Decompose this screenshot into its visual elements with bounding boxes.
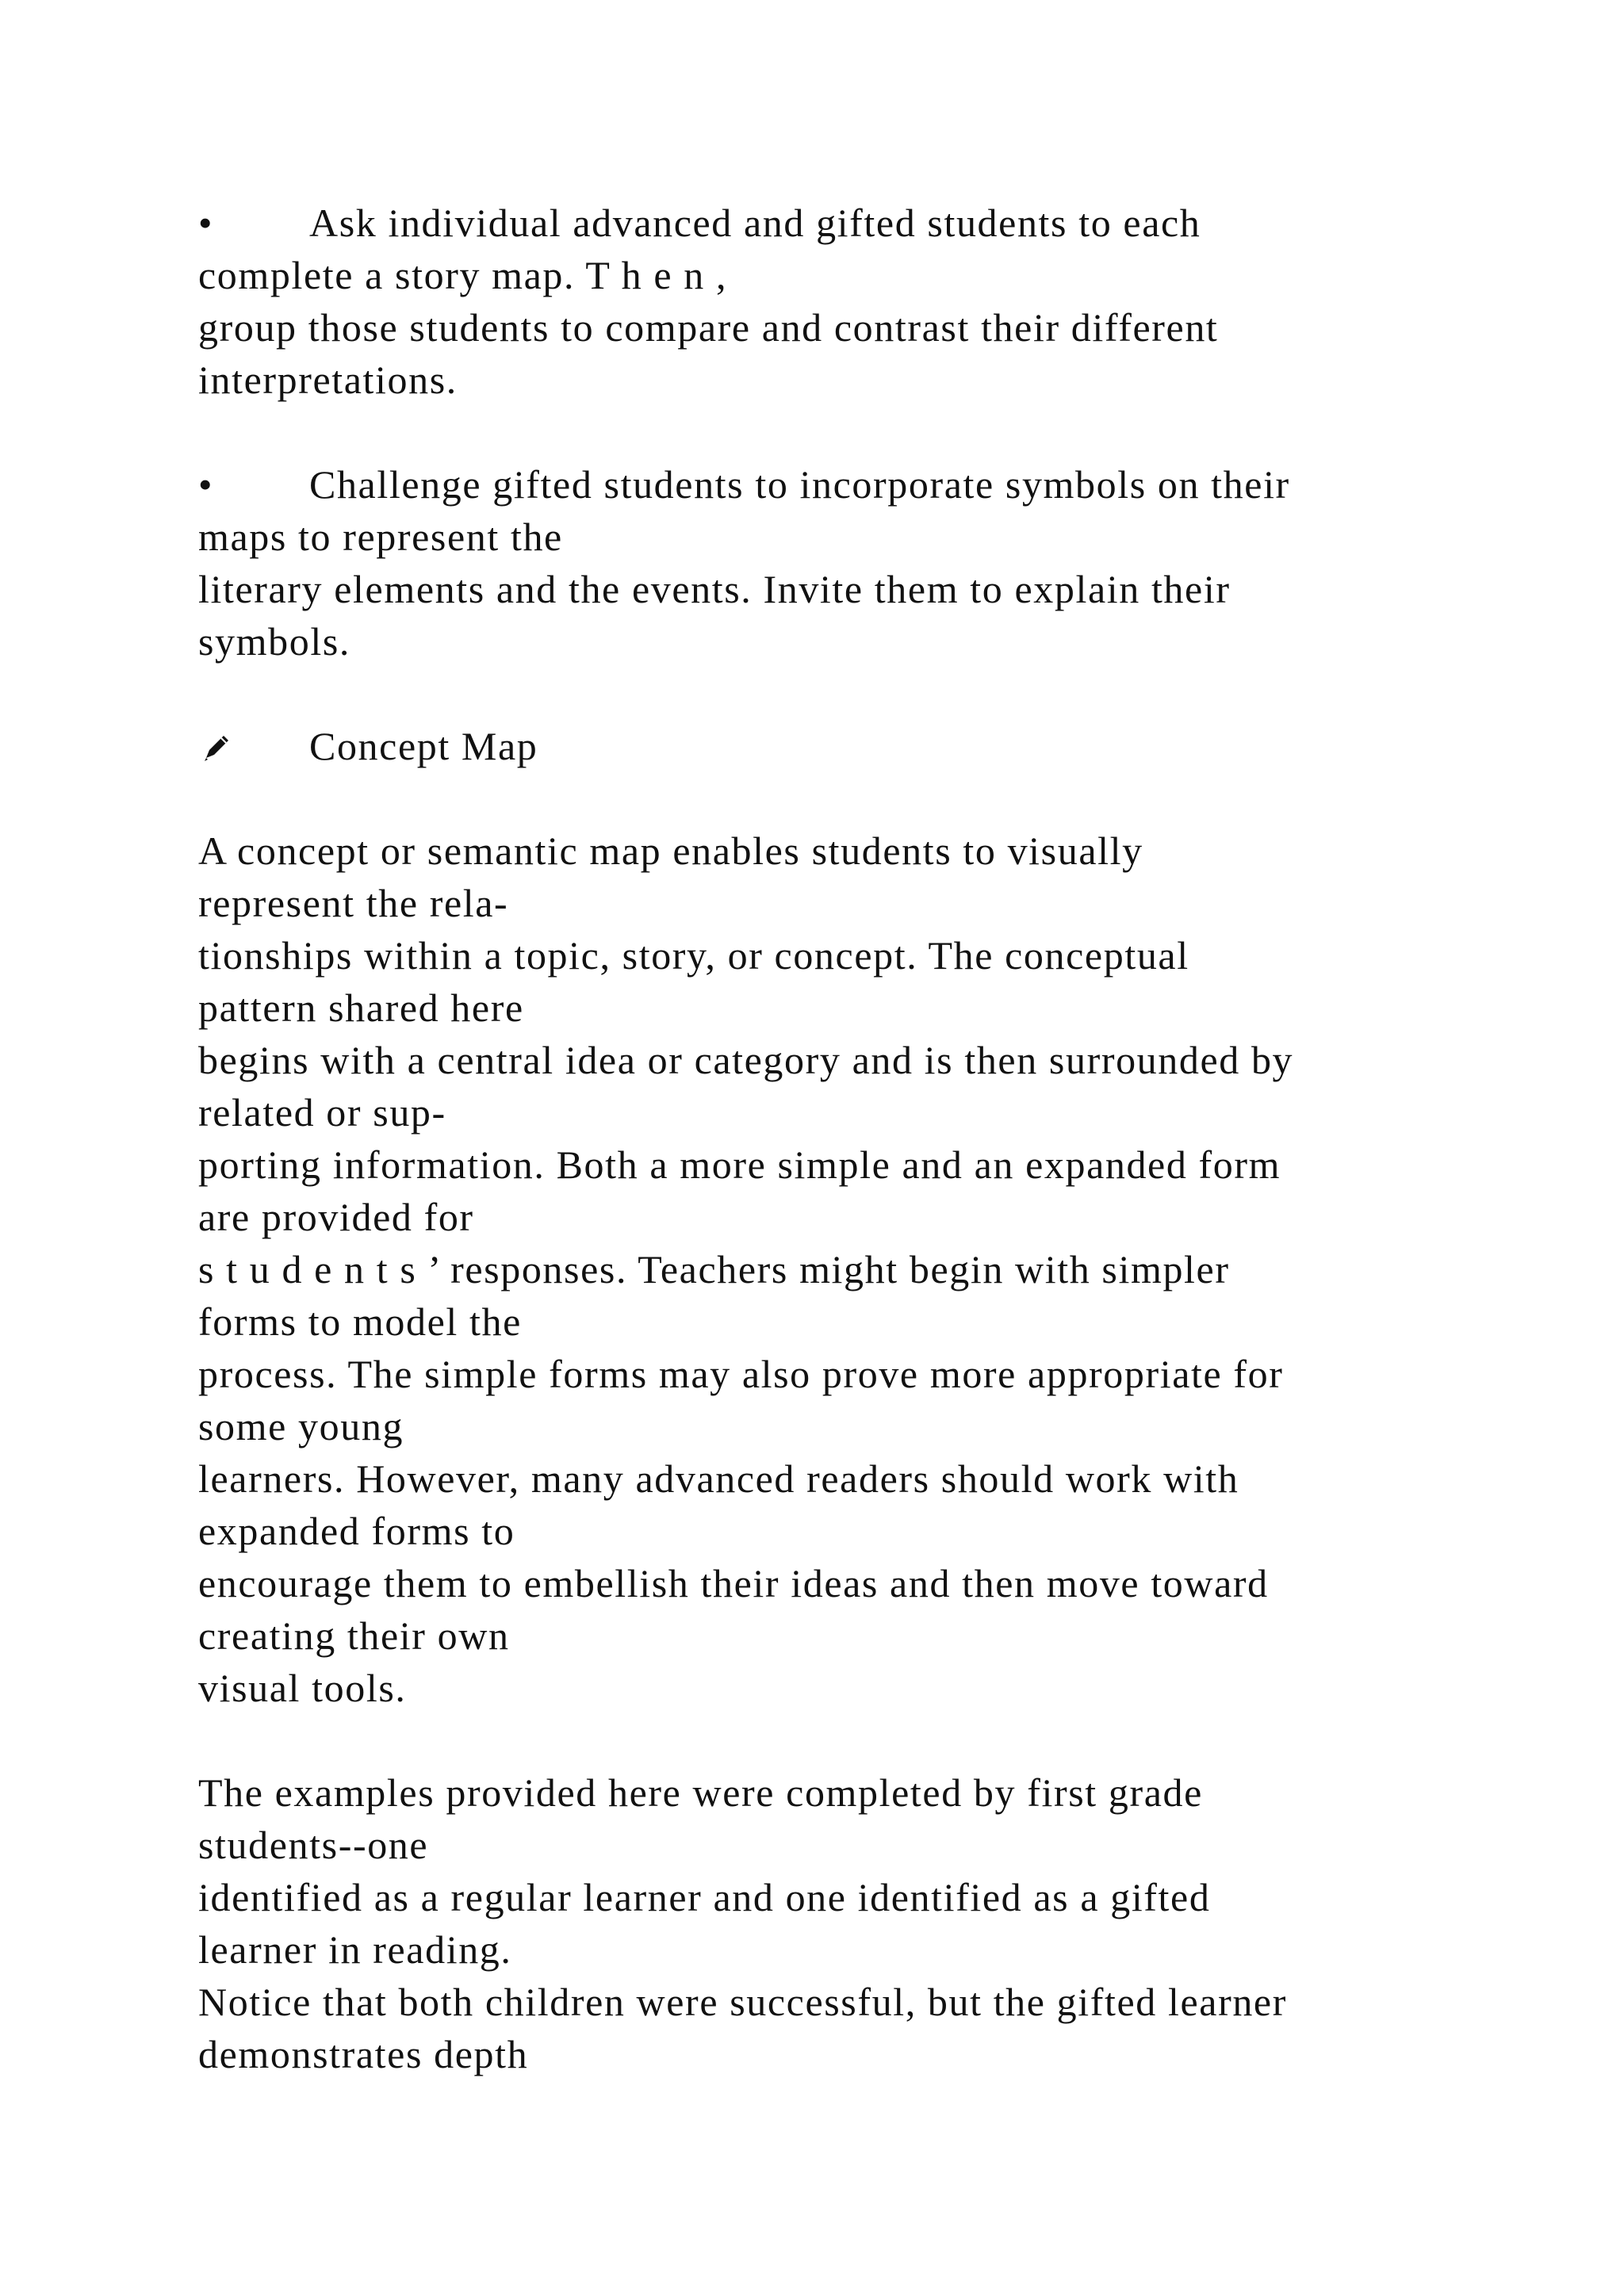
text-line: group those students to compare and contrast their different — [198, 305, 1219, 350]
bullet-text: Challenge gifted students to incorporate symbols on their — [309, 462, 1290, 507]
text-line: begins with a central idea or category and is then surrounded by — [198, 1038, 1294, 1082]
text-line: pattern shared here — [198, 985, 524, 1030]
text-line: represent the rela- — [198, 881, 509, 925]
bullet-symbol: • — [198, 462, 214, 507]
heading-text: Concept Map — [309, 724, 538, 768]
text-line: interpretations. — [198, 358, 458, 402]
text-line: learners. However, many advanced readers should work with — [198, 1456, 1239, 1501]
section-heading — [198, 720, 1435, 772]
text-line: Notice that both children were successful, but the gifted learner — [198, 1980, 1287, 2024]
text-line: identified as a regular learner and one identified as a gifted — [198, 1875, 1211, 1919]
text-line: some young — [198, 1404, 404, 1448]
text-line: maps to represent the — [198, 515, 563, 559]
text-line: students--one — [198, 1823, 429, 1867]
bullet-item-1-first-line — [198, 197, 1435, 249]
document-body — [198, 197, 1435, 2080]
text-line: creating their own — [198, 1613, 510, 1658]
text-line: complete a story map. T h e n , — [198, 253, 728, 297]
text-line: demonstrates depth — [198, 2032, 529, 2076]
blank-line — [198, 772, 1435, 825]
text-line: forms to model the — [198, 1299, 522, 1344]
text-line: s t u d e n t s ’ responses. Teachers might begin with simpler — [198, 1247, 1230, 1292]
text-line: tionships within a topic, story, or concept. The conceptual — [198, 933, 1189, 978]
text-line: visual tools. — [198, 1666, 407, 1710]
text-line: are provided for — [198, 1195, 474, 1239]
text-line: A concept or semantic map enables students to visually — [198, 828, 1143, 873]
text-line: related or sup- — [198, 1090, 446, 1135]
text-line: symbols. — [198, 619, 350, 664]
text-line: process. The simple forms may also prove more appropriate for — [198, 1352, 1284, 1396]
blank-line — [198, 1714, 1435, 1766]
pencil-icon — [198, 720, 309, 772]
text-line: literary elements and the events. Invite them to explain their — [198, 567, 1231, 611]
bullet-text: Ask individual advanced and gifted students to each — [309, 201, 1201, 245]
text-line: porting information. Both a more simple and an expanded form — [198, 1142, 1281, 1187]
bullet-symbol: • — [198, 201, 214, 245]
text-line: encourage them to embellish their ideas and then move toward — [198, 1561, 1269, 1605]
blank-line — [198, 406, 1435, 458]
bullet-item-2-first-line — [198, 458, 1435, 511]
text-line: The examples provided here were completed by first grade — [198, 1770, 1203, 1815]
text-line: learner in reading. — [198, 1927, 512, 1972]
text-line: expanded forms to — [198, 1509, 515, 1553]
blank-line — [198, 668, 1435, 720]
